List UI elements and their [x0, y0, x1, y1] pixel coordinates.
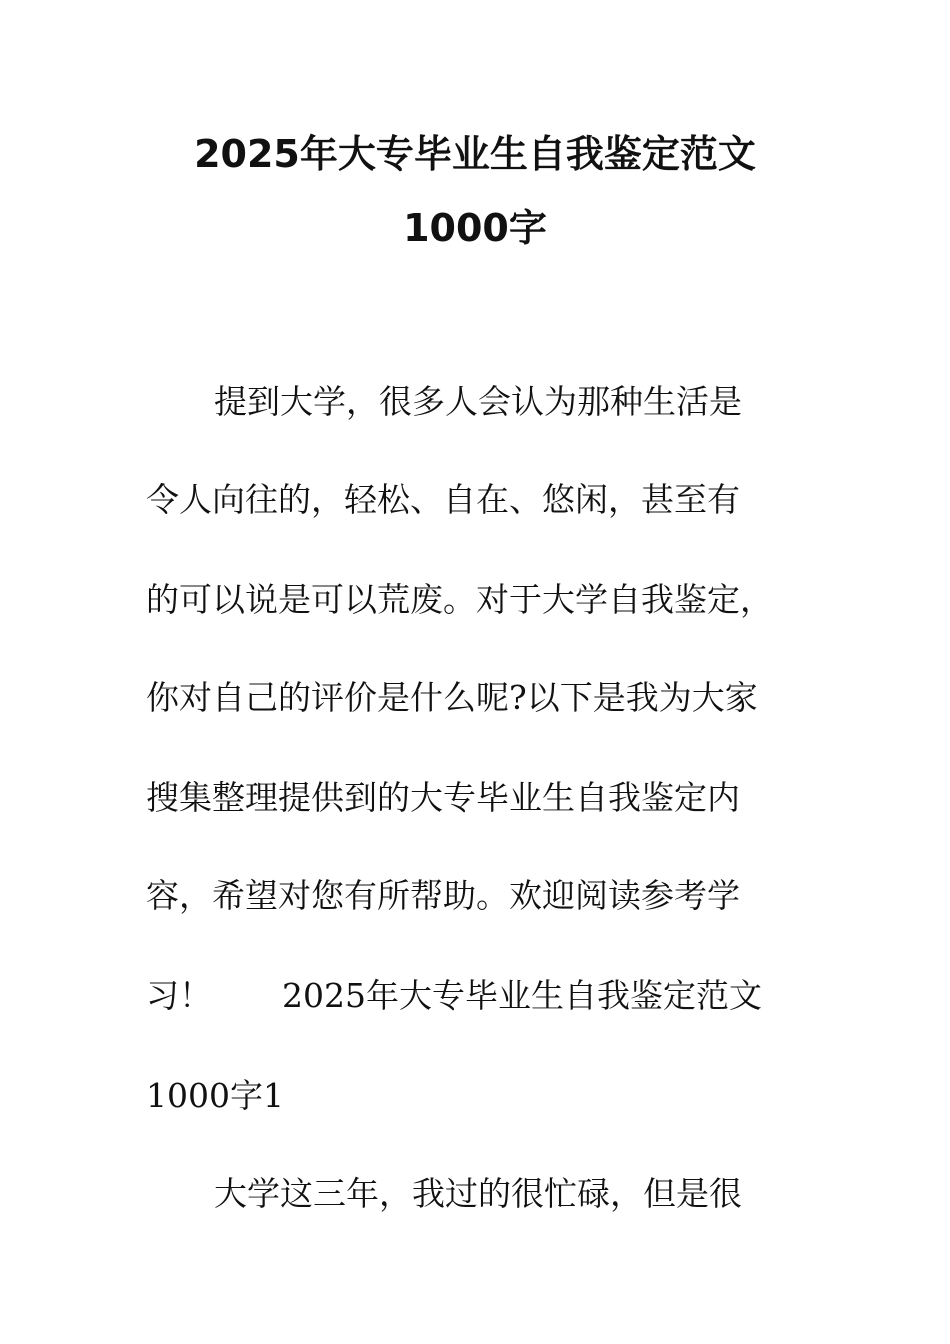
body-text-line: 搜集整理提供到的大专毕业生自我鉴定内 [146, 778, 740, 817]
document-title: 2025年大专毕业生自我鉴定范文 [194, 132, 756, 176]
body-text-segment: 习！ [146, 976, 212, 1015]
body-text-line: 令人向往的，轻松、自在、悠闲，甚至有 [146, 480, 740, 519]
section-heading-continuation: 1000字1 [146, 1076, 284, 1115]
body-text-line: 提到大学，很多人会认为那种生活是 [214, 382, 742, 421]
section-heading-inline: 2025年大专毕业生自我鉴定范文 [282, 976, 762, 1015]
body-text-line [146, 976, 806, 1016]
document-title-subline: 1000字 [403, 206, 547, 250]
body-text-line: 大学这三年，我过的很忙碌，但是很 [214, 1174, 742, 1213]
body-text-line: 容，希望对您有所帮助。欢迎阅读参考学 [146, 876, 740, 915]
body-text-line: 的可以说是可以荒废。对于大学自我鉴定， [146, 580, 773, 619]
body-text-line: 你对自己的评价是什么呢?以下是我为大家 [146, 678, 758, 717]
